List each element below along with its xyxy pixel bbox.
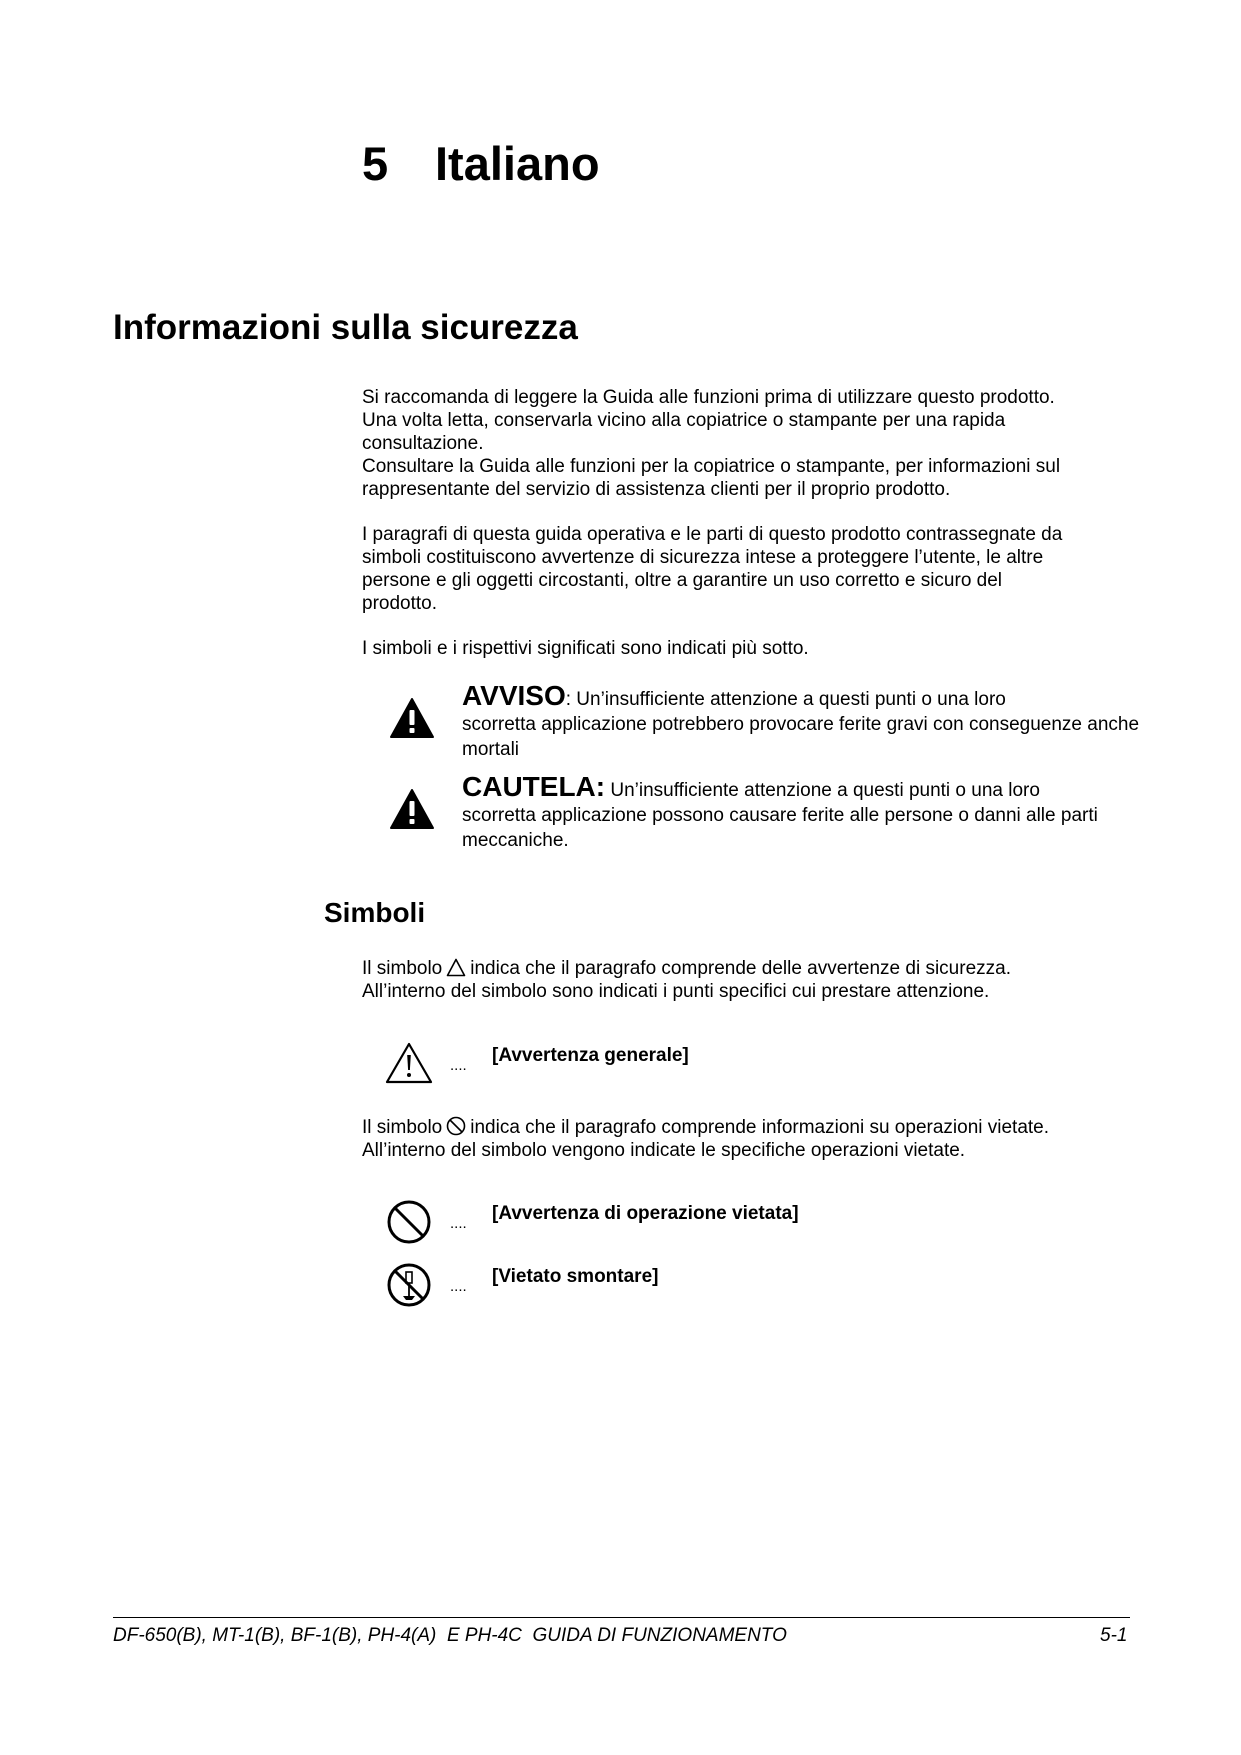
avviso-label: AVVISO <box>462 680 566 711</box>
symbol-dots: .... <box>450 1215 467 1232</box>
symbols-note: I simboli e i rispettivi significati sono indicati più sotto. <box>362 638 809 659</box>
avviso-warning <box>389 680 1149 773</box>
symbol-label-general-warning: [Avvertenza generale] <box>492 1045 689 1066</box>
cautela-warning <box>389 771 1149 864</box>
symbol-label-prohibited-operation: [Avvertenza di operazione vietata] <box>492 1203 799 1224</box>
cautela-rest: scorretta applicazione possono causare ferite alle persone o danni alle parti meccaniche. <box>462 805 1098 851</box>
section-title: Informazioni sulla sicurezza <box>113 308 578 347</box>
cautela-first-line: Un’insufficiente attenzione a questi punti o una loro <box>610 780 1040 801</box>
symbol-entry-no-disassembly <box>384 1262 1084 1312</box>
footer-divider <box>113 1617 1130 1618</box>
symbols-heading: Simboli <box>324 897 426 928</box>
symbol-entry-prohibited-operation <box>384 1199 1084 1249</box>
intro-paragraph-2: Consultare la Guida alle funzioni per la copiatrice o stampante, per informazioni sul rappresentante del servizio di assistenza clienti per il proprio prodotto. <box>362 456 1061 500</box>
page-number: 5-1 <box>1100 1625 1128 1646</box>
no-disassembly-icon <box>384 1262 434 1308</box>
avviso-separator: : <box>565 689 577 710</box>
cautela-text <box>462 771 1142 853</box>
avviso-text <box>462 680 1142 762</box>
symbols-intro-warning-line2: All’interno del simbolo sono indicati i punti specifici cui prestare attenzione. <box>362 981 990 1002</box>
avviso-first-line: Un’insufficiente attenzione a questi punti o una loro <box>576 689 1006 710</box>
footer-title: DF-650(B), MT-1(B), BF-1(B), PH-4(A) E PH-4C GUIDA DI FUNZIONAMENTO <box>113 1625 787 1646</box>
prohibited-operation-icon <box>384 1199 434 1245</box>
prohibition-outline-icon <box>446 1116 466 1136</box>
general-warning-icon <box>384 1041 434 1085</box>
symbol-dots: .... <box>450 1057 467 1074</box>
symbol-entry-general-warning <box>384 1041 1084 1091</box>
symbols-intro-prohibition-after: indica che il paragrafo comprende informazioni su operazioni vietate. <box>470 1117 1050 1138</box>
cautela-label: CAUTELA: <box>462 771 606 802</box>
symbols-intro-prohibition-line2: All’interno del simbolo vengono indicate le specifiche operazioni vietate. <box>362 1140 966 1161</box>
safety-paragraph: I paragrafi di questa guida operativa e le parti di questo prodotto contrassegnate da simboli costituiscono avvertenze di sicurezza intese a proteggere l’utente, le altre persone e gli oggetti circostanti, oltre a garantire un uso corretto e sicuro del prodotto. <box>362 524 1063 614</box>
warning-triangle-filled-icon <box>389 697 435 739</box>
intro-paragraph-1: Si raccomanda di leggere la Guida alle funzioni prima di utilizzare questo prodotto. Una volta letta, conservarla vicino alla copiatrice o stampante per una rapida consultazione. <box>362 387 1055 454</box>
intro-block <box>362 386 1142 501</box>
triangle-outline-icon <box>446 958 466 977</box>
chapter-number: 5 <box>362 137 389 190</box>
symbols-intro-warning-after: indica che il paragrafo comprende delle avvertenze di sicurezza. <box>470 958 1011 979</box>
chapter-heading <box>362 136 600 191</box>
avviso-rest: scorretta applicazione potrebbero provocare ferite gravi con conseguenze anche mortali <box>462 714 1140 760</box>
symbols-intro-prohibition-before: Il simbolo <box>362 1117 443 1138</box>
symbols-intro-warning-before: Il simbolo <box>362 958 443 979</box>
symbol-dots: .... <box>450 1278 467 1295</box>
symbols-intro-warning <box>362 957 1142 1003</box>
symbols-intro-prohibition <box>362 1116 1142 1162</box>
warning-triangle-filled-icon <box>389 788 435 830</box>
symbol-label-no-disassembly: [Vietato smontare] <box>492 1266 659 1287</box>
chapter-title: Italiano <box>435 137 600 190</box>
